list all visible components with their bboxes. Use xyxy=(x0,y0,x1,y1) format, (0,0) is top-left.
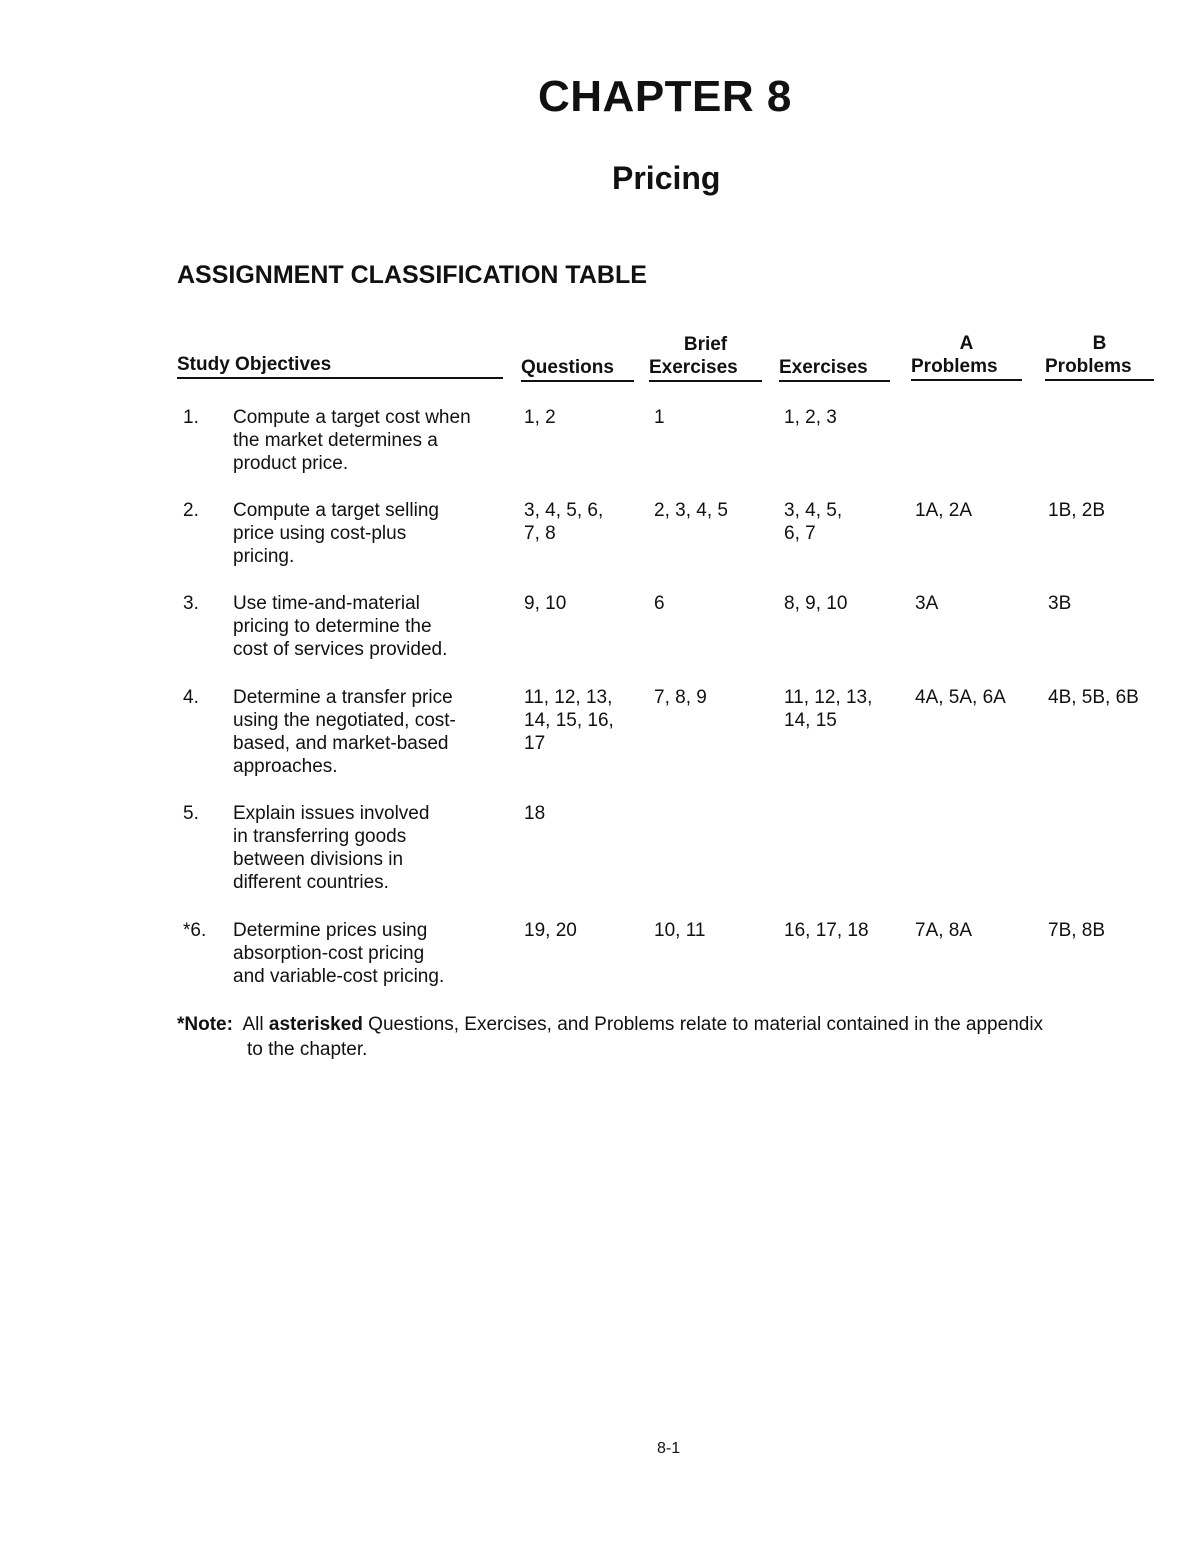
section-heading: ASSIGNMENT CLASSIFICATION TABLE xyxy=(177,261,647,289)
footnote-label: *Note: xyxy=(177,1014,233,1035)
cell-questions xyxy=(524,686,614,755)
cell-a-problems-line: 7A, 8A xyxy=(915,920,973,941)
cell-questions-line: 1, 2 xyxy=(524,407,556,428)
cell-questions-line: 17 xyxy=(524,733,546,754)
cell-exercises xyxy=(784,919,869,942)
objective-text-line: pricing to determine the xyxy=(233,616,432,637)
cell-a-problems xyxy=(915,686,1006,709)
objective-text xyxy=(233,686,508,778)
cell-brief-exercises xyxy=(654,919,705,942)
cell-exercises-line: 6, 7 xyxy=(784,523,816,544)
footnote xyxy=(177,1012,1177,1062)
cell-b-problems-line: 4B, 5B, 6B xyxy=(1048,687,1139,708)
cell-exercises xyxy=(784,686,872,732)
cell-b-problems-line: 3B xyxy=(1048,593,1072,614)
cell-brief-exercises-line: 7, 8, 9 xyxy=(654,687,707,708)
cell-questions xyxy=(524,802,545,825)
cell-questions-line: 14, 15, 16, xyxy=(524,710,614,731)
footnote-text-line2: to the chapter. xyxy=(247,1039,368,1060)
cell-b-problems-line: 7B, 8B xyxy=(1048,920,1106,941)
objective-text-line: in transferring goods xyxy=(233,826,407,847)
cell-questions-line: 3, 4, 5, 6, xyxy=(524,500,604,521)
objective-text-line: using the negotiated, cost- xyxy=(233,710,456,731)
cell-a-problems xyxy=(915,499,972,522)
cell-exercises-line: 3, 4, 5, xyxy=(784,500,843,521)
header-a-problems: A Problems xyxy=(911,332,1022,381)
objective-number: 2. xyxy=(183,500,199,521)
cell-exercises-line: 14, 15 xyxy=(784,710,837,731)
objective-text-line: and variable-cost pricing. xyxy=(233,966,445,987)
cell-brief-exercises-line: 10, 11 xyxy=(654,920,706,941)
header-b-problems: B Problems xyxy=(1045,332,1154,381)
header-questions: Questions xyxy=(521,356,634,382)
cell-brief-exercises xyxy=(654,592,665,615)
objective-text-line: based, and market-based xyxy=(233,733,449,754)
objective-text-line: Determine a transfer price xyxy=(233,687,453,708)
objective-text-line: the market determines a xyxy=(233,430,438,451)
footnote-text: Questions, Exercises, and Problems relate to material contained in the appendix xyxy=(368,1014,1044,1035)
cell-a-problems-line: 3A xyxy=(915,593,939,614)
cell-exercises-line: 16, 17, 18 xyxy=(784,920,869,941)
objective-number: 5. xyxy=(183,803,199,824)
header-exercises: Exercises xyxy=(779,356,890,382)
cell-questions-line: 11, 12, 13, xyxy=(524,687,613,708)
objective-number: 4. xyxy=(183,687,199,708)
cell-b-problems xyxy=(1048,592,1071,615)
cell-brief-exercises xyxy=(654,406,665,429)
cell-b-problems-line: 1B, 2B xyxy=(1048,500,1106,521)
objective-number: 3. xyxy=(183,593,199,614)
objective-text-line: Use time-and-material xyxy=(233,593,420,614)
header-study-objectives: Study Objectives xyxy=(177,353,503,379)
cell-exercises xyxy=(784,406,837,429)
cell-questions xyxy=(524,406,556,429)
cell-exercises xyxy=(784,592,847,615)
objective-text xyxy=(233,802,508,894)
objective-text-line: different countries. xyxy=(233,872,389,893)
objective-text-line: absorption-cost pricing xyxy=(233,943,425,964)
cell-exercises-line: 11, 12, 13, xyxy=(784,687,873,708)
objective-text-line: Determine prices using xyxy=(233,920,428,941)
cell-questions-line: 18 xyxy=(524,803,546,824)
objective-text-line: price using cost-plus xyxy=(233,523,407,544)
cell-questions-line: 19, 20 xyxy=(524,920,577,941)
objective-text-line: Compute a target selling xyxy=(233,500,439,521)
chapter-subtitle: Pricing xyxy=(612,160,721,196)
cell-a-problems-line: 4A, 5A, 6A xyxy=(915,687,1006,708)
chapter-title: CHAPTER 8 xyxy=(538,72,792,121)
cell-questions xyxy=(524,919,577,942)
cell-questions-line: 7, 8 xyxy=(524,523,556,544)
objective-text-line: pricing. xyxy=(233,546,295,567)
objective-text-line: approaches. xyxy=(233,756,338,777)
objective-text-line: Explain issues involved xyxy=(233,803,430,824)
cell-questions xyxy=(524,499,603,545)
footnote-text-pre: All xyxy=(242,1014,264,1035)
cell-b-problems xyxy=(1048,686,1139,709)
cell-a-problems-line: 1A, 2A xyxy=(915,500,973,521)
cell-exercises xyxy=(784,499,842,545)
cell-questions xyxy=(524,592,566,615)
objective-text-line: Compute a target cost when xyxy=(233,407,471,428)
objective-text xyxy=(233,592,508,661)
objective-text-line: product price. xyxy=(233,453,349,474)
objective-text-line: between divisions in xyxy=(233,849,404,870)
cell-b-problems xyxy=(1048,499,1105,522)
header-brief-exercises: Brief Exercises xyxy=(649,333,762,382)
objective-number: *6. xyxy=(183,920,207,941)
cell-brief-exercises-line: 1 xyxy=(654,407,665,428)
cell-a-problems xyxy=(915,919,972,942)
cell-brief-exercises-line: 2, 3, 4, 5 xyxy=(654,500,728,521)
objective-text xyxy=(233,499,508,568)
cell-a-problems xyxy=(915,592,938,615)
cell-exercises-line: 8, 9, 10 xyxy=(784,593,848,614)
objective-number: 1. xyxy=(183,407,199,428)
cell-brief-exercises-line: 6 xyxy=(654,593,665,614)
page-number: 8-1 xyxy=(657,1440,681,1457)
cell-exercises-line: 1, 2, 3 xyxy=(784,407,837,428)
objective-text-line: cost of services provided. xyxy=(233,639,448,660)
cell-brief-exercises xyxy=(654,499,728,522)
objective-text xyxy=(233,406,508,475)
objective-text xyxy=(233,919,508,988)
footnote-emphasis: asterisked xyxy=(268,1014,363,1035)
cell-b-problems xyxy=(1048,919,1105,942)
cell-questions-line: 9, 10 xyxy=(524,593,567,614)
cell-brief-exercises xyxy=(654,686,707,709)
